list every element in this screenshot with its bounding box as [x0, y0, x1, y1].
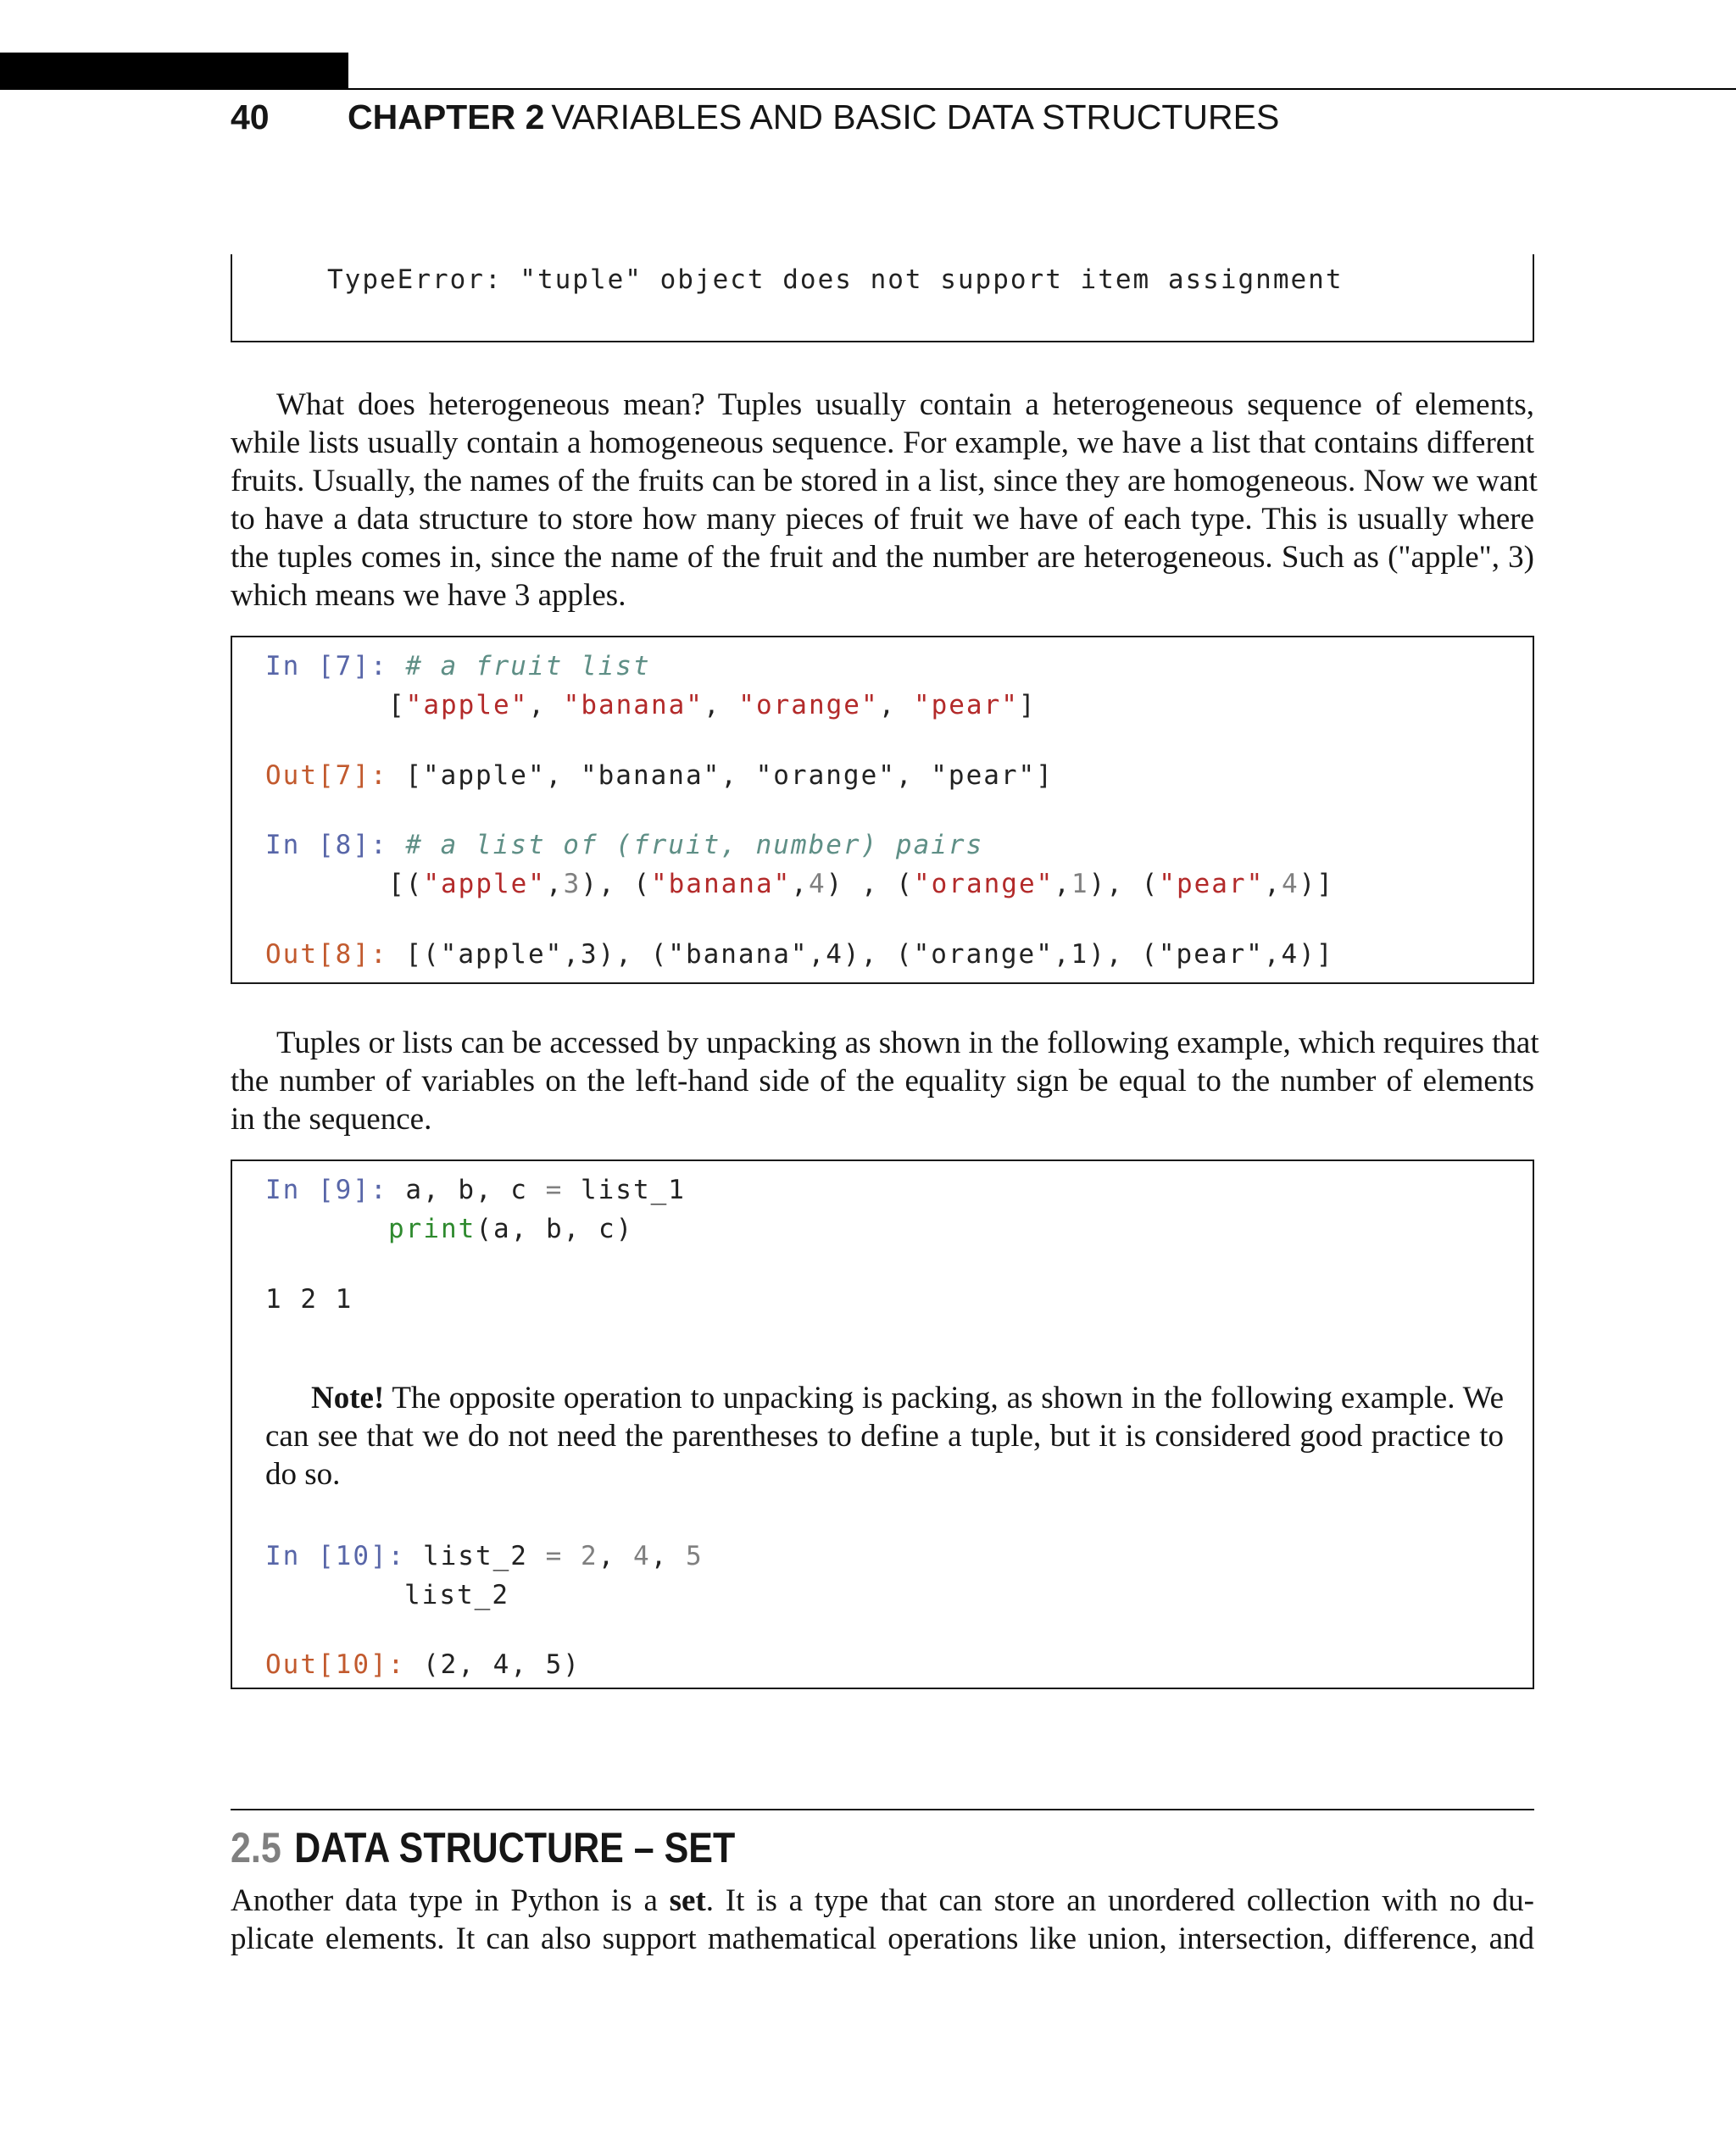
output-value: ["apple", "banana", "orange", "pear"] — [405, 760, 1054, 791]
section-number: 2.5 — [231, 1824, 281, 1871]
input-prompt: In [10]: — [265, 1541, 406, 1571]
section-title: DATA STRUCTURE – SET — [294, 1824, 736, 1871]
term-set: set — [669, 1883, 706, 1918]
code-box-fruit-list — [231, 636, 1534, 984]
header-black-bar — [0, 53, 348, 90]
note-label: Note! — [311, 1381, 385, 1415]
note-line: do so. — [265, 1457, 341, 1492]
code-cell-in7 — [265, 647, 651, 686]
code-comment: # a list of (fruit, number) pairs — [405, 830, 984, 860]
code-line: print(a, b, c) — [388, 1214, 634, 1244]
code-cell-in8 — [265, 826, 983, 865]
output-prompt: Out[7]: — [265, 760, 388, 791]
input-prompt: In [8]: — [265, 830, 388, 860]
output-prompt: Out[8]: — [265, 939, 388, 970]
chapter-title: VARIABLES AND BASIC DATA STRUCTURES — [551, 97, 1280, 136]
para1-line: What does heterogeneous mean? Tuples usually contain a heterogeneous sequence of elements, — [276, 387, 1534, 422]
para1-line: fruits. Usually, the names of the fruits can be stored in a list, since they are homogeneous. Now we want — [231, 464, 1538, 498]
running-header — [231, 92, 1279, 142]
code-cell-in9: In [9]: a, b, c = list_1 — [265, 1175, 686, 1205]
note-paragraph: Note! The opposite operation to unpacking is packing, as shown in the following example. We can see that we do not need the parentheses to define a tuple, but it is considered good practice to do so. — [265, 1381, 1504, 1492]
para1-line: while lists usually contain a homogeneous sequence. For example, we have a list that contains different — [231, 425, 1534, 460]
output-value: (2, 4, 5) — [422, 1649, 581, 1680]
code-cell-in10: In [10]: list_2 = 2, 4, 5 — [265, 1541, 704, 1571]
section-line: plicate elements. It can also support mathematical operations like union, intersection, difference, and — [231, 1921, 1534, 1956]
code-box-unpacking — [231, 1159, 1534, 1689]
output-value: [("apple",3), ("banana",4), ("orange",1), ("pear",4)] — [405, 939, 1334, 970]
para1-line: which means we have 3 apples. — [231, 578, 626, 613]
code-line: ["apple", "banana", "orange", "pear"] — [388, 690, 1037, 720]
para1-line: to have a data structure to store how many pieces of fruit we have of each type. This is usually where — [231, 502, 1534, 537]
input-prompt: In [9]: — [265, 1175, 388, 1205]
code-comment: # a fruit list — [405, 651, 651, 681]
code-cell-out7 — [265, 756, 1054, 795]
para2-line: in the sequence. — [231, 1102, 432, 1137]
code-cell-out10 — [265, 1645, 581, 1684]
para2-line: the number of variables on the left-hand side of the equality sign be equal to the number of elements — [231, 1064, 1534, 1098]
para1-line: the tuples comes in, since the name of the fruit and the number are heterogeneous. Such as ("apple", 3) — [231, 540, 1534, 575]
note-line: can see that we do not need the parentheses to define a tuple, but it is considered good practice to — [265, 1419, 1504, 1454]
page-number: 40 — [231, 97, 270, 136]
code-cell-out8 — [265, 935, 1334, 974]
code-box-error — [231, 254, 1534, 342]
stdout-output: 1 2 1 — [265, 1284, 353, 1315]
code-line: list_2 — [404, 1580, 509, 1610]
section-rule — [231, 1809, 1534, 1810]
para2-line: Tuples or lists can be accessed by unpacking as shown in the following example, which requires that — [276, 1026, 1539, 1060]
code-line: [("apple",3), ("banana",4) , ("orange",1), ("pear",4)] — [388, 869, 1334, 899]
header-rule — [348, 88, 1736, 90]
error-line: TypeError: "tuple" object does not support item assignment — [327, 264, 1344, 295]
paragraph-set: Another data type in Python is a set. It is a type that can store an unordered collection with no du- plicate elements. It can also support mathematical operations like union, intersection, difference, and — [231, 1883, 1534, 1956]
output-prompt: Out[10]: — [265, 1649, 406, 1680]
paragraph-heterogeneous — [231, 386, 1538, 614]
section-heading — [231, 1821, 735, 1875]
input-prompt: In [7]: — [265, 651, 388, 681]
chapter-label: CHAPTER 2 — [348, 97, 545, 136]
paragraph-unpacking — [231, 1024, 1539, 1138]
